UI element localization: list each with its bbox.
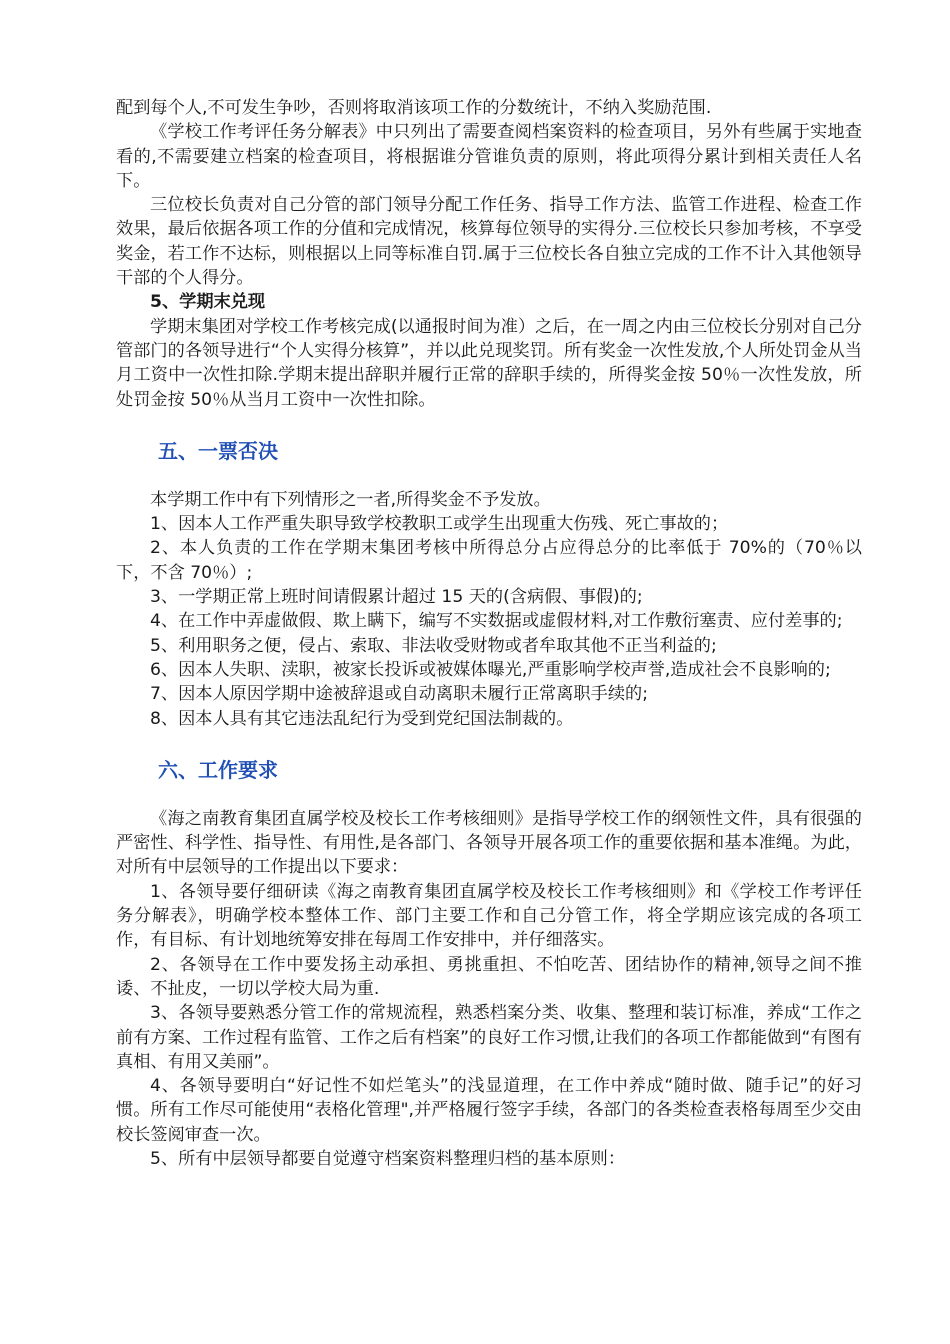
paragraph: 《海之南教育集团直属学校及校长工作考核细则》是指导学校工作的纲领性文件，具有很强的严密性、科学性、指导性、有用性,是各部门、各领导开展各项工作的重要依据和基本准绳。为此，对所有中层领导的工作提出以下要求： [116,808,862,878]
list-item: 1、各领导要仔细研读《海之南教育集团直属学校及校长工作考核细则》和《学校工作考评任务分解表》，明确学校本整体工作、部门主要工作和自己分管工作，将全学期应该完成的各项工作，有目标、有计划地统筹安排在每周工作安排中，并仔细落实。 [116,881,862,951]
list-item: 3、各领导要熟悉分管工作的常规流程，熟悉档案分类、收集、整理和装订标准，养成“工作之前有方案、工作过程有监管、工作之后有档案”的良好工作习惯,让我们的各项工作都能做到“有图有真相、有用又美丽”。 [116,1003,862,1072]
list-item: 1、因本人工作严重失职导致学校教职工或学生出现重大伤残、死亡事故的； [150,514,729,535]
paragraph: 《学校工作考评任务分解表》中只列出了需要查阅档案资料的检查项目，另外有些属于实地查看的,不需要建立档案的检查项目，将根据谁分管谁负责的原则，将此项得分累计到相关责任人名下。 [116,122,862,191]
subsection-title: 5、学期末兑现 [150,292,266,313]
list-item: 2、各领导在工作中要发扬主动承担、勇挑重担、不怕吃苦、团结协作的精神,领导之间不推诿、不扯皮，一切以学校大局为重. [116,954,862,999]
list-item: 2、本人负责的工作在学期末集团考核中所得总分占应得总分的比率低于 70%的（70％以下，不含 70％）; [116,538,862,583]
list-item: 7、因本人原因学期中途被辞退或自动离职未履行正常离职手续的; [150,684,648,705]
section-heading-work-requirements: 六、工作要求 [158,757,278,782]
list-item: 5、所有中层领导都要自觉遵守档案资料整理归档的基本原则： [150,1148,626,1169]
list-item: 8、因本人具有其它违法乱纪行为受到党纪国法制裁的。 [150,708,574,729]
list-item: 3、一学期正常上班时间请假累计超过 15 天的(含病假、事假)的; [150,587,643,608]
document-body [116,96,862,1171]
paragraph: 配到每个人,不可发生争吵，否则将取消该项工作的分数统计，不纳入奖励范围. [116,98,712,118]
list-item: 4、各领导要明白“好记性不如烂笔头”的浅显道理，在工作中养成“随时做、随手记”的好习惯。所有工作尽可能使用“表格化管理",并严格履行签字手续，各部门的各类检查表格每周至少交由校长签阅审查一次。 [116,1076,862,1145]
section-heading-veto: 五、一票否决 [158,438,278,463]
list-item: 5、利用职务之便，侵占、索取、非法收受财物或者牟取其他不正当利益的; [150,635,717,656]
paragraph: 学期末集团对学校工作考核完成(以通报时间为准）之后，在一周之内由三位校长分别对自己分管部门的各领导进行“个人实得分核算”，并以此兑现奖罚。所有奖金一次性发放,个人所处罚金从当月工资中一次性扣除.学期末提出辞职并履行正常的辞职手续的，所得奖金按 50％一次性发放，所处罚金按 50％从当月工资中一次性扣除。 [116,316,862,410]
list-item: 4、在工作中弄虚做假、欺上瞒下，编写不实数据或虚假材料,对工作敷衍塞责、应付差事的; [150,611,843,632]
paragraph: 三位校长负责对自己分管的部门领导分配工作任务、指导工作方法、监管工作进程、检查工作效果，最后依据各项工作的分值和完成情况，核算每位领导的实得分.三位校长只参加考核，不享受奖金，若工作不达标，则根据以上同等标准自罚.属于三位校长各自独立完成的工作不计入其他领导干部的个人得分。 [116,195,862,289]
list-item: 6、因本人失职、渎职，被家长投诉或被媒体曝光,严重影响学校声誉,造成社会不良影响的; [150,659,831,680]
paragraph: 本学期工作中有下列情形之一者,所得奖金不予发放。 [150,489,551,510]
